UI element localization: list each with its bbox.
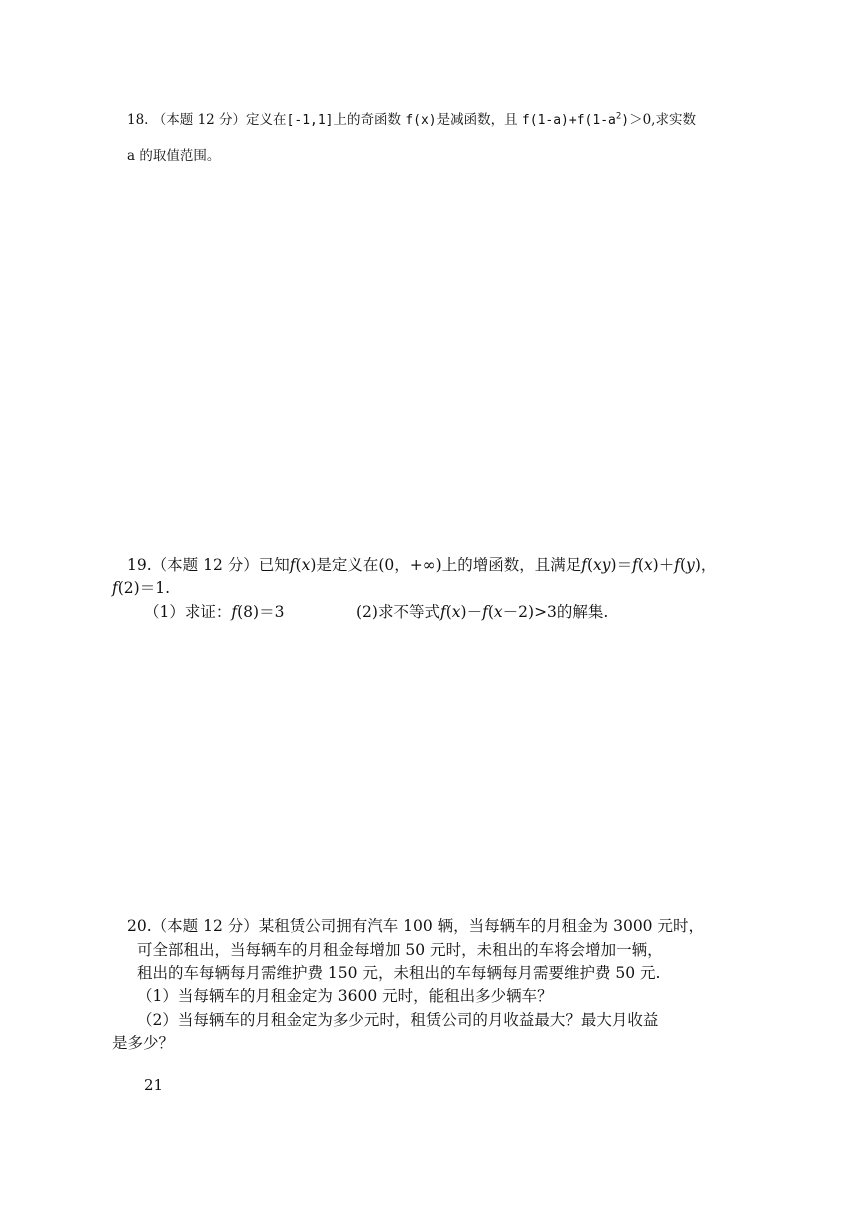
q18-text-3: 是减函数，且 [436, 112, 518, 128]
q18-text-4: 求实数 [655, 112, 696, 128]
q19-line-3 [144, 602, 284, 622]
q19-part-1-eq: (8)＝3 [237, 603, 285, 621]
q20-line-4: （1）当每辆车的月租金定为 3600 元时，能租出多少辆车？ [137, 987, 553, 1005]
q18-line-1 [127, 110, 696, 131]
q18-ineq-a: f(1-a)+f(1-a [521, 113, 616, 128]
q19-definition: 是定义在(0，+∞)上的增函数，且满足 [316, 556, 582, 574]
q19-part-1: （1）求证： [144, 603, 232, 621]
q18-inequality [522, 113, 629, 128]
q19-fx: f [289, 556, 296, 574]
q19-functional-eq: f [581, 556, 587, 574]
q19-inequality: f [439, 603, 446, 621]
q19-known: 已知 [258, 556, 290, 574]
q18-function: f(x) [405, 113, 437, 128]
q18-interval: [-1,1] [286, 113, 334, 128]
q19-f2-symbol: f [112, 579, 118, 597]
q19-f2: (2)＝1. [117, 579, 170, 597]
q19-part-1-f: f [231, 603, 238, 621]
q18-ineq-b: ) [621, 113, 630, 128]
page-number: 21 [144, 1076, 164, 1094]
q19-part-2: (2)求不等式 [356, 603, 440, 621]
q20-line-1: 20.（本题 12 分）某租赁公司拥有汽车 100 辆，当每辆车的月租金为 3000 元时， [127, 917, 704, 935]
q20-line-2: 可全部租出，当每辆车的月租金每增加 50 元时，未租出的车将会增加一辆， [137, 941, 663, 959]
q20-line-3: 租出的车每辆每月需维护费 150 元，未租出的车每辆每月需要维护费 50 元. [137, 964, 661, 982]
q19-score: （本题 12 分） [151, 556, 259, 574]
q18-gt-zero: ＞0, [629, 112, 656, 128]
q18-score: （本题 12 分） [152, 112, 247, 128]
q18-text-1: 定义在 [246, 112, 287, 128]
q19-part-2-tail: 的解集. [556, 603, 609, 621]
q19-line-2 [112, 578, 170, 598]
q19-line-1: 19.（本题 12 分）已知f(x)是定义在(0，+∞)上的增函数，且满足f(xy)＝f(x)＋f(y)， [127, 556, 717, 574]
q20-line-6: 是多少？ [112, 1034, 175, 1052]
q18-ineq-sup: 2 [615, 111, 622, 122]
q20-line-5: （2）当每辆车的月租金定为多少元时，租赁公司的月收益最大？最大月收益 [137, 1011, 659, 1029]
q18-line-2: a 的取值范围。 [127, 148, 221, 164]
q19-line-3b: (2)求不等式f(x)－f(x－2)>3的解集. [356, 603, 609, 621]
q19-number: 19. [127, 556, 152, 574]
q18-number: 18. [127, 112, 149, 128]
q18-text-2: 上的奇函数 [333, 112, 402, 128]
